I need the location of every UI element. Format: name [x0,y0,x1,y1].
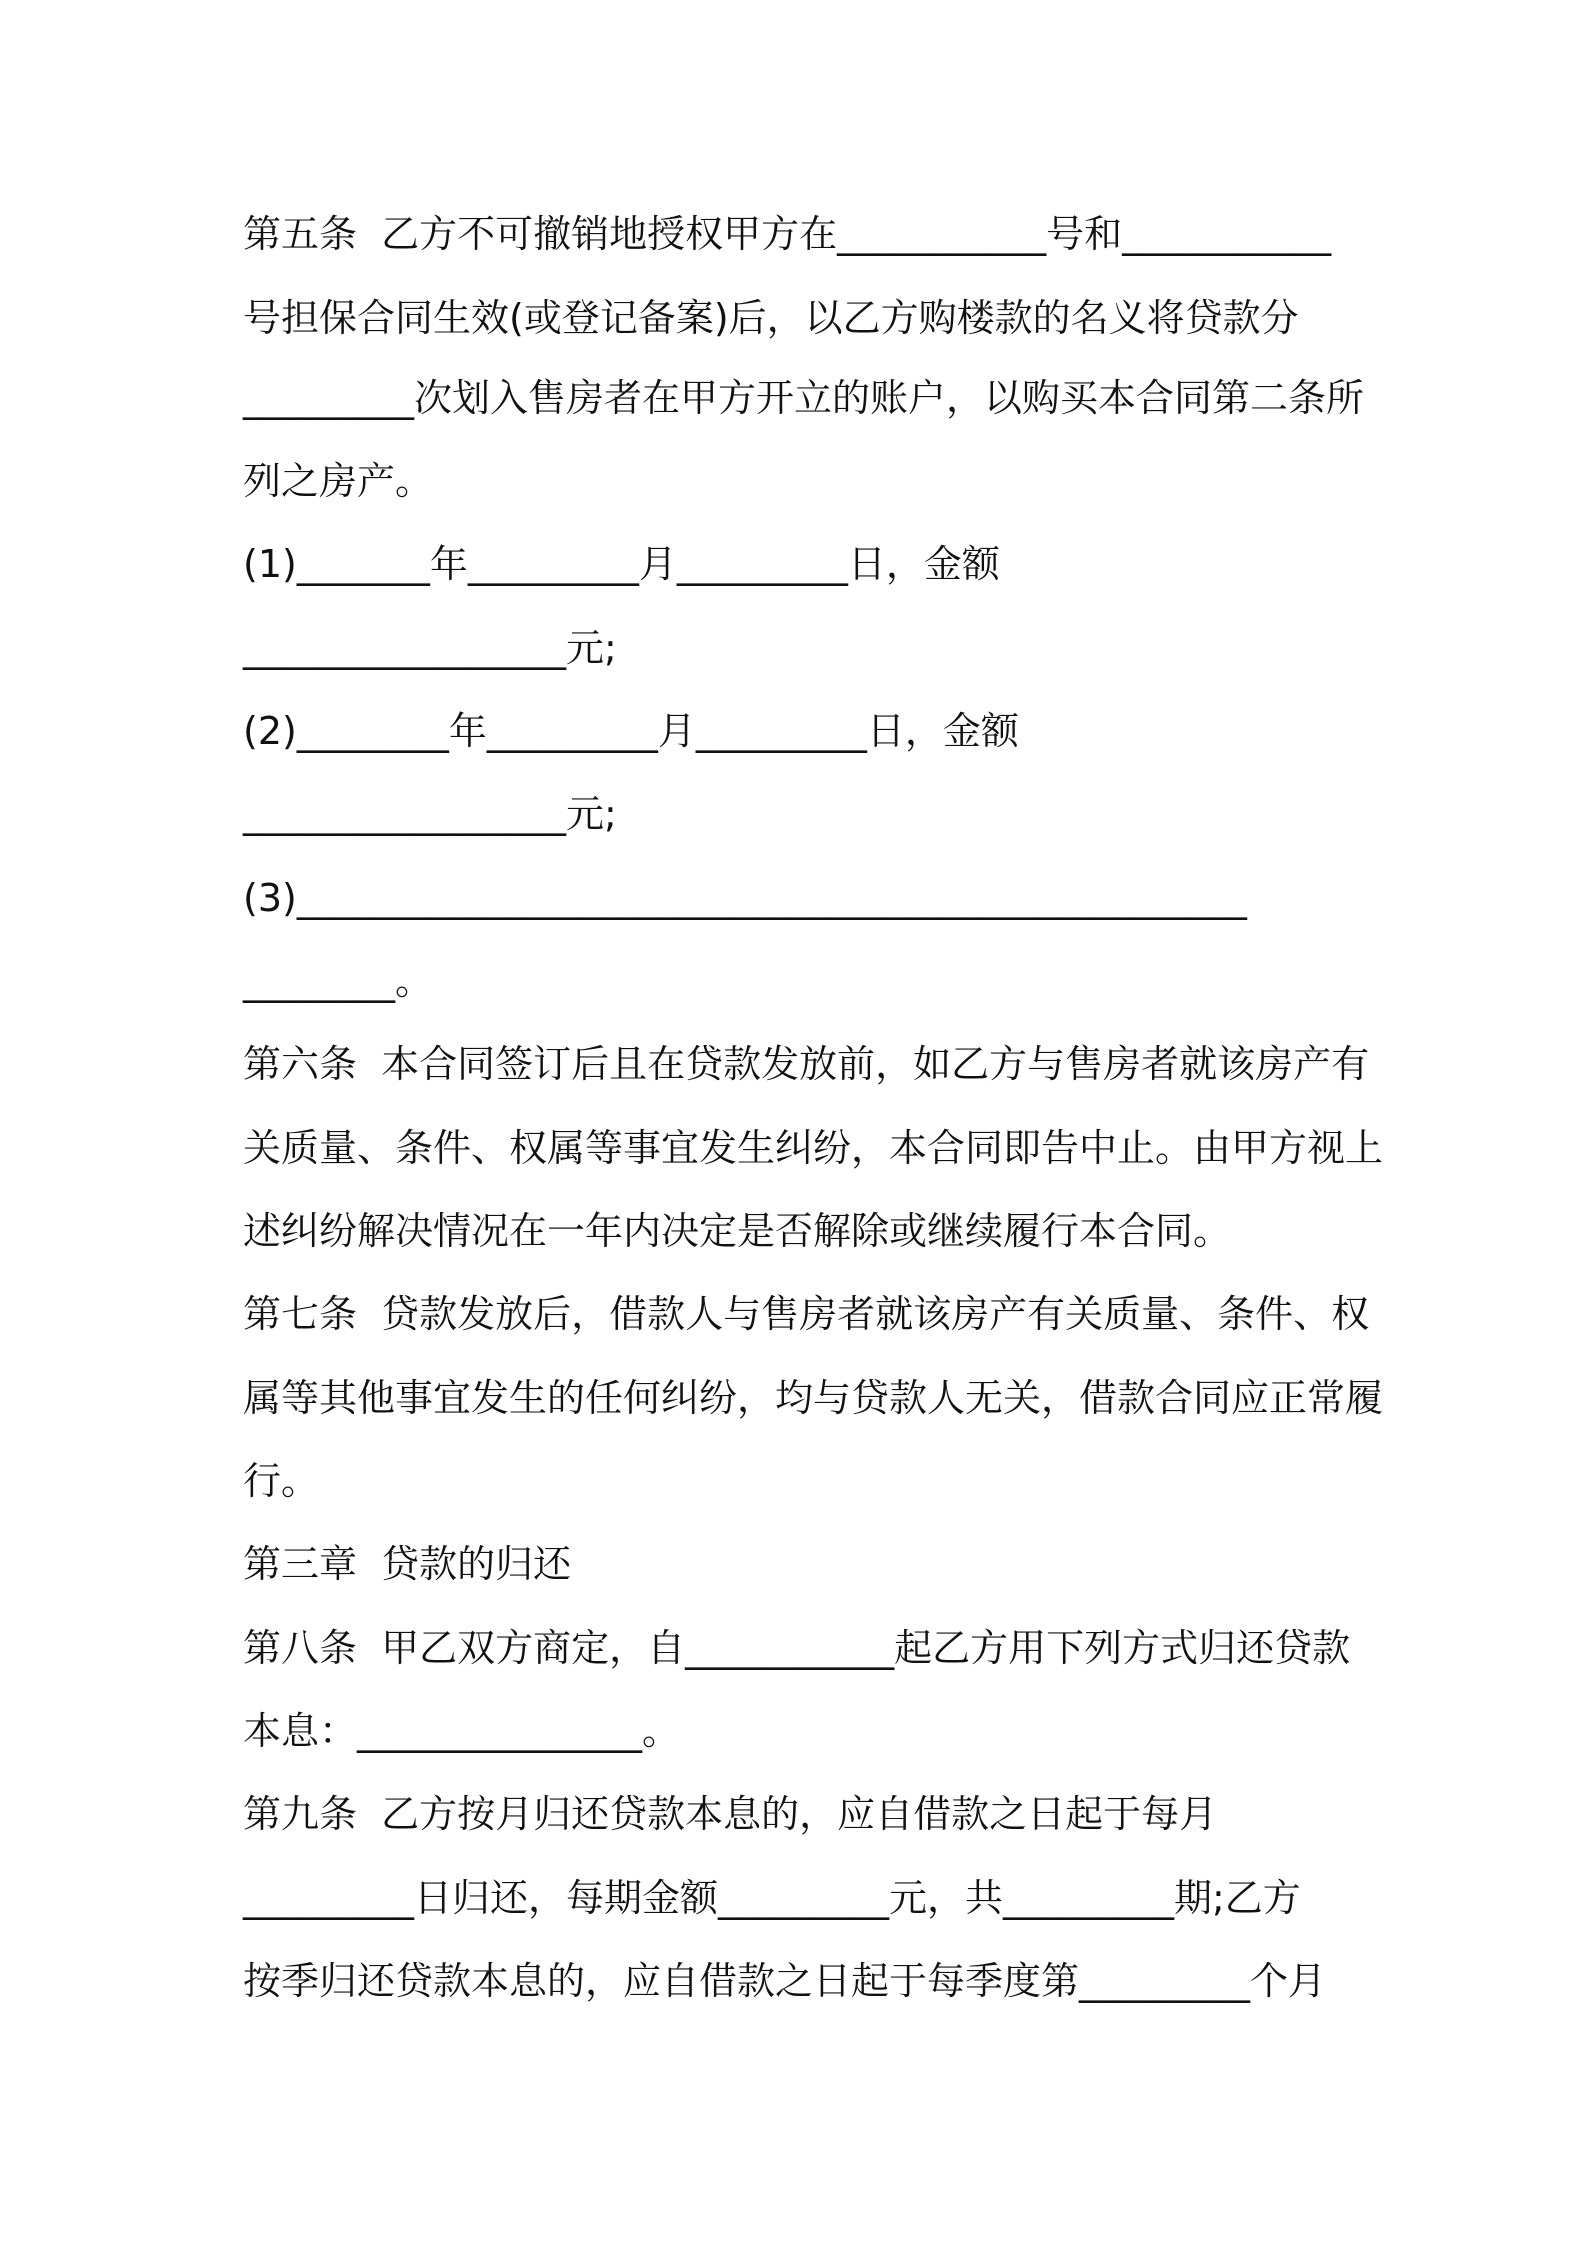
article-8-line-2: 本息：_______________。 [243,1709,681,1753]
installment-3-line-1: (3)__________________________________________________ [243,876,1247,920]
article-5-line-1: 第五条 乙方不可撤销地授权甲方在___________号和___________ [243,212,1332,256]
article-7-line-1: 第七条 贷款发放后，借款人与售房者就该房产有关质量、条件、权 [243,1292,1370,1336]
installment-2-amount: _________________元; [243,792,617,836]
article-7-line-3: 行。 [243,1459,320,1503]
article-9-line-3: 按季归还贷款本息的，应自借款之日起于每季度第_________个月 [243,1959,1327,2003]
installment-1-date: (1)_______年_________月_________日，金额 [243,542,1000,586]
installment-2-date: (2)________年_________月_________日，金额 [243,709,1019,753]
article-5-line-2: 号担保合同生效(或登记备案)后，以乙方购楼款的名义将贷款分 [243,296,1299,340]
article-5-line-4: 列之房产。 [243,459,434,503]
article-9-line-2: _________日归还，每期金额_________元，共_________期;乙方 [243,1876,1301,1920]
installment-3-line-2: ________。 [243,959,434,1003]
article-8-line-1: 第八条 甲乙双方商定，自___________起乙方用下列方式归还贷款 [243,1626,1351,1670]
article-6-line-1: 第六条 本合同签订后且在贷款发放前，如乙方与售房者就该房产有 [243,1042,1370,1086]
article-6-line-3: 述纠纷解决情况在一年内决定是否解除或继续履行本合同。 [243,1209,1232,1253]
article-7-line-2: 属等其他事宜发生的任何纠纷，均与贷款人无关，借款合同应正常履 [243,1376,1384,1420]
article-5-line-3: _________次划入售房者在甲方开立的账户，以购买本合同第二条所 [243,376,1365,420]
article-6-line-2: 关质量、条件、权属等事宜发生纠纷，本合同即告中止。由甲方视上 [243,1126,1384,1170]
article-9-line-1: 第九条 乙方按月归还贷款本息的，应自借款之日起于每月 [243,1792,1218,1836]
installment-1-amount: _________________元; [243,626,617,670]
chapter-3-heading: 第三章 贷款的归还 [243,1542,572,1586]
